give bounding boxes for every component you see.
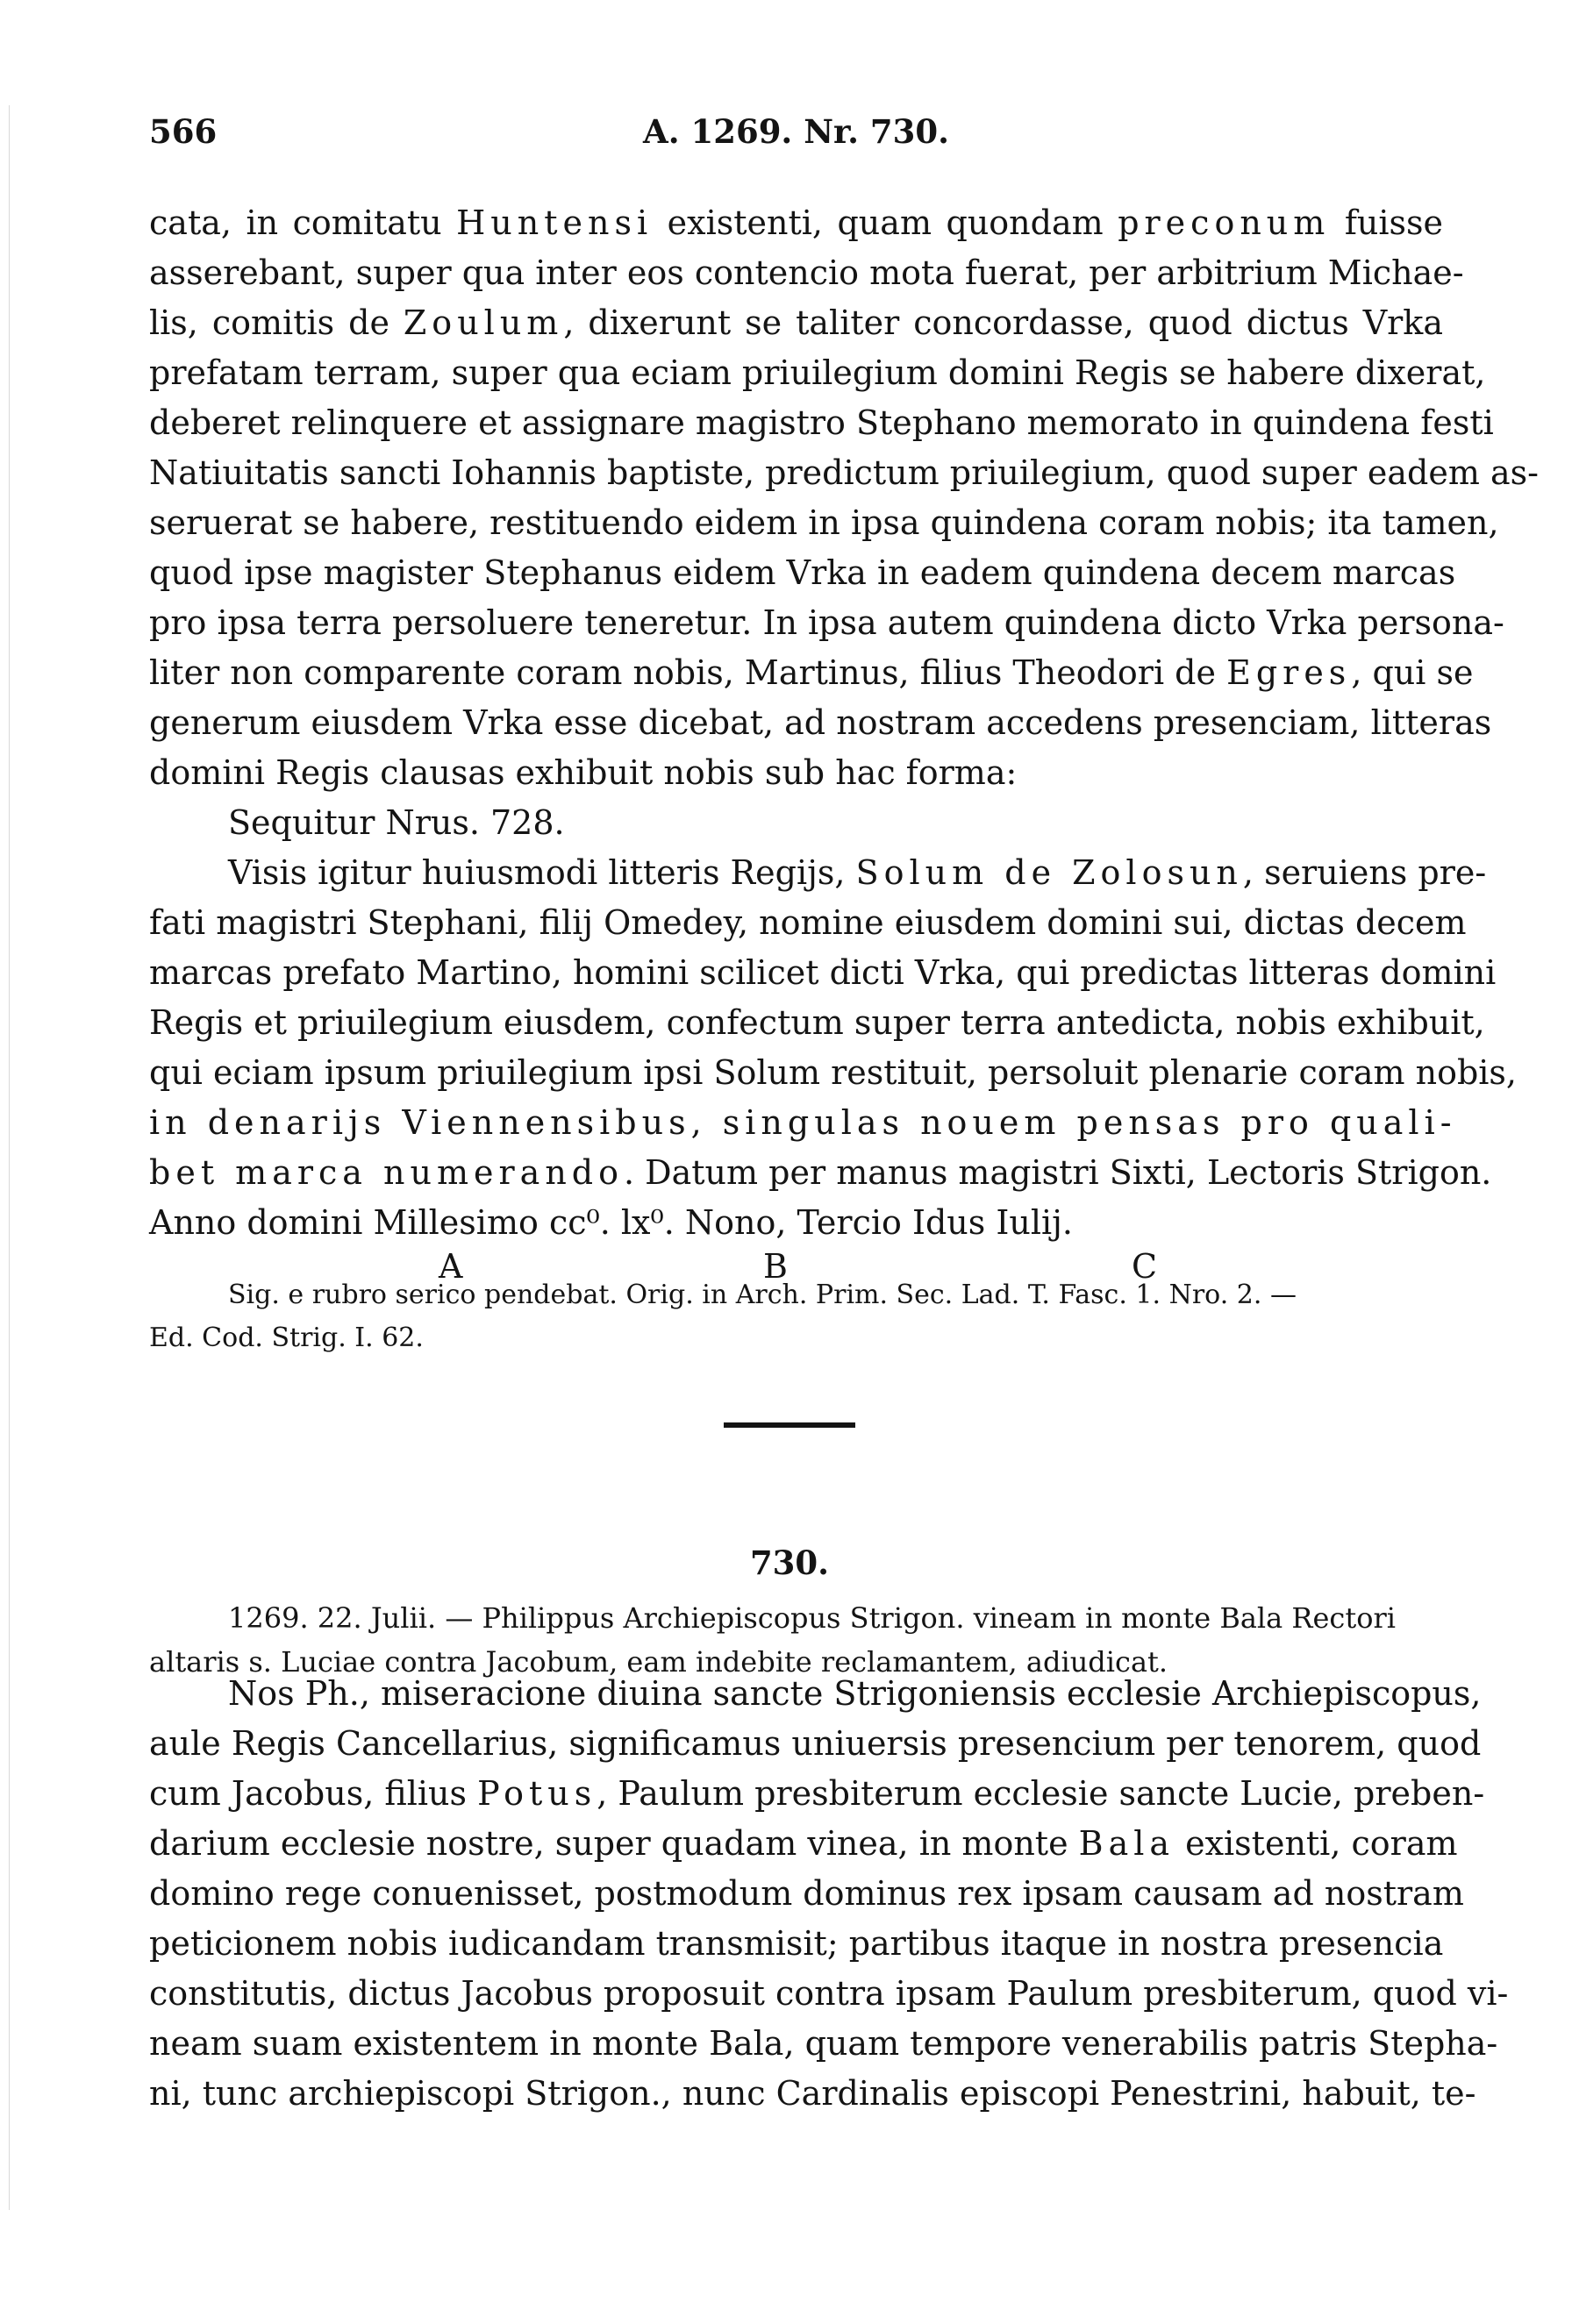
letter-c: C	[1132, 1247, 1158, 1286]
top-lines-line	[149, 548, 1456, 598]
visis-lines-line	[149, 1148, 1492, 1198]
bottom-lines-line	[149, 1669, 1482, 1719]
top-lines-line	[149, 748, 1443, 798]
top-lines-line	[149, 348, 1486, 398]
visis-lines-line	[149, 998, 1485, 1048]
visis-lines-line	[149, 948, 1497, 998]
line-text: domino rege conuenisset, postmodum dominus rex ipsam causam ad nostram	[149, 1874, 1464, 1913]
line-text: generum eiusdem Vrka esse dicebat, ad nostram accedens presenciam, litteras	[149, 703, 1492, 742]
line-text: Regis et priuilegium eiusdem, confectum super terra antedicta, nobis exhibuit,	[149, 1003, 1485, 1042]
line-text: seruerat se habere, restituendo eidem in ipsa quindena coram nobis; ita tamen,	[149, 503, 1499, 542]
letter-b: B	[763, 1247, 788, 1286]
bottom-lines-line	[149, 1919, 1443, 1969]
line-text: Visis igitur huiusmodi litteris Regijs, Solum de Zolosun, seruiens pre-	[228, 853, 1487, 892]
page-edge	[9, 105, 10, 2210]
visis-paragraph	[149, 848, 1518, 1248]
line-text: liter non comparente coram nobis, Martinus, filius Theodori de Egres, qui se	[149, 653, 1474, 692]
line-text: bet marca numerando. Datum per manus magistri Sixti, Lectoris Strigon.	[149, 1153, 1492, 1192]
visis-lines-line	[149, 848, 1487, 898]
seal-note	[149, 1273, 1443, 1359]
top-lines-line	[149, 398, 1494, 448]
line-text: marcas prefato Martino, homini scilicet dicti Vrka, qui predictas litteras domini	[149, 953, 1497, 992]
seal-note-line-1: Sig. e rubro serico pendebat. Orig. in Arch. Prim. Sec. Lad. T. Fasc. 1. Nro. 2. —	[228, 1280, 1297, 1310]
bottom-lines-line	[149, 2069, 1476, 2119]
bottom-lines-line	[149, 1719, 1482, 1769]
line-text: aule Regis Cancellarius, significamus uniuersis presencium per tenorem, quod	[149, 1724, 1482, 1763]
line-text: peticionem nobis iudicandam transmisit; partibus itaque in nostra presencia	[149, 1924, 1444, 1963]
visis-lines-line	[149, 898, 1467, 948]
top-lines-line	[149, 248, 1464, 298]
bottom-lines-line	[149, 1819, 1458, 1869]
charter-text-730	[149, 1669, 1509, 2119]
document-number: 730.	[749, 1543, 830, 1582]
bottom-lines-line	[149, 1969, 1509, 2019]
summary-line-2: altaris s. Luciae contra Jacobum, eam indebite reclamantem, adiudicat.	[149, 1645, 1168, 1679]
sequitur-line-block	[149, 798, 1443, 848]
line-text: pro ipsa terra persoluere teneretur. In ipsa autem quindena dicto Vrka persona-	[149, 603, 1504, 642]
bottom-lines-line	[149, 1869, 1464, 1919]
charter-text-continuation	[149, 198, 1539, 798]
page-number: 566	[149, 112, 218, 151]
line-text: asserebant, super qua inter eos contencio mota fuerat, per arbitrium Michae-	[149, 253, 1464, 292]
section-divider	[724, 1422, 855, 1428]
line-text: qui eciam ipsum priuilegium ipsi Solum restituit, persoluit plenarie coram nobis,	[149, 1053, 1518, 1092]
line-text: Nos Ph., miseracione diuina sancte Strigoniensis ecclesie Archiepiscopus,	[228, 1674, 1482, 1713]
line-text: darium ecclesie nostre, super quadam vinea, in monte Bala existenti, coram	[149, 1824, 1458, 1863]
line-text: prefatam terram, super qua eciam priuilegium domini Regis se habere dixerat,	[149, 353, 1486, 392]
top-lines-line	[149, 298, 1443, 348]
top-lines-line	[149, 698, 1492, 748]
line-text: ni, tunc archiepiscopi Strigon., nunc Cardinalis episcopi Penestrini, habuit, te-	[149, 2074, 1476, 2113]
line-text: lis, comitis de Zoulum, dixerunt se taliter concordasse, quod dictus Vrka	[149, 303, 1443, 342]
top-lines-line	[149, 198, 1443, 248]
top-lines-line	[149, 498, 1499, 548]
line-text: in denarijs Viennensibus, singulas nouem pensas pro quali-	[149, 1103, 1457, 1142]
line-text: Natiuitatis sancti Iohannis baptiste, predictum priuilegium, quod super eadem as-	[149, 453, 1539, 492]
visis-lines-line	[149, 1198, 1443, 1248]
sequitur-line: Sequitur Nrus. 728.	[228, 803, 565, 842]
line-text: cum Jacobus, filius Potus, Paulum presbiterum ecclesie sancte Lucie, preben-	[149, 1774, 1485, 1813]
line-text: deberet relinquere et assignare magistro Stephano memorato in quindena festi	[149, 403, 1494, 442]
line-text: constitutis, dictus Jacobus proposuit contra ipsam Paulum presbiterum, quod vi-	[149, 1974, 1509, 2013]
top-lines-line	[149, 448, 1539, 498]
bottom-lines-line	[149, 1769, 1485, 1819]
top-lines-line	[149, 648, 1474, 698]
top-lines-line	[149, 598, 1504, 648]
line-text: neam suam existentem in monte Bala, quam tempore venerabilis patris Stepha-	[149, 2024, 1498, 2063]
line-text: cata, in comitatu Huntensi existenti, quam quondam preconum fuisse	[149, 203, 1444, 242]
page-header	[149, 112, 1443, 165]
running-reference: A. 1269. Nr. 730.	[642, 112, 949, 151]
letter-a: A	[439, 1247, 463, 1286]
line-text: quod ipse magister Stephanus eidem Vrka in eadem quindena decem marcas	[149, 553, 1456, 592]
seal-note-line-2: Ed. Cod. Strig. I. 62.	[149, 1322, 424, 1353]
bottom-lines-line	[149, 2019, 1498, 2069]
line-text: fati magistri Stephani, filij Omedey, nomine eiusdem domini sui, dictas decem	[149, 903, 1467, 942]
visis-lines-line	[149, 1048, 1518, 1098]
line-text: Anno domini Millesimo cc⁰. lx⁰. Nono, Tercio Idus Iulij.	[149, 1203, 1073, 1242]
visis-lines-line	[149, 1098, 1457, 1148]
line-text: domini Regis clausas exhibuit nobis sub hac forma:	[149, 753, 1018, 792]
summary-line-1: 1269. 22. Julii. — Philippus Archiepiscopus Strigon. vineam in monte Bala Rectori	[228, 1601, 1396, 1635]
